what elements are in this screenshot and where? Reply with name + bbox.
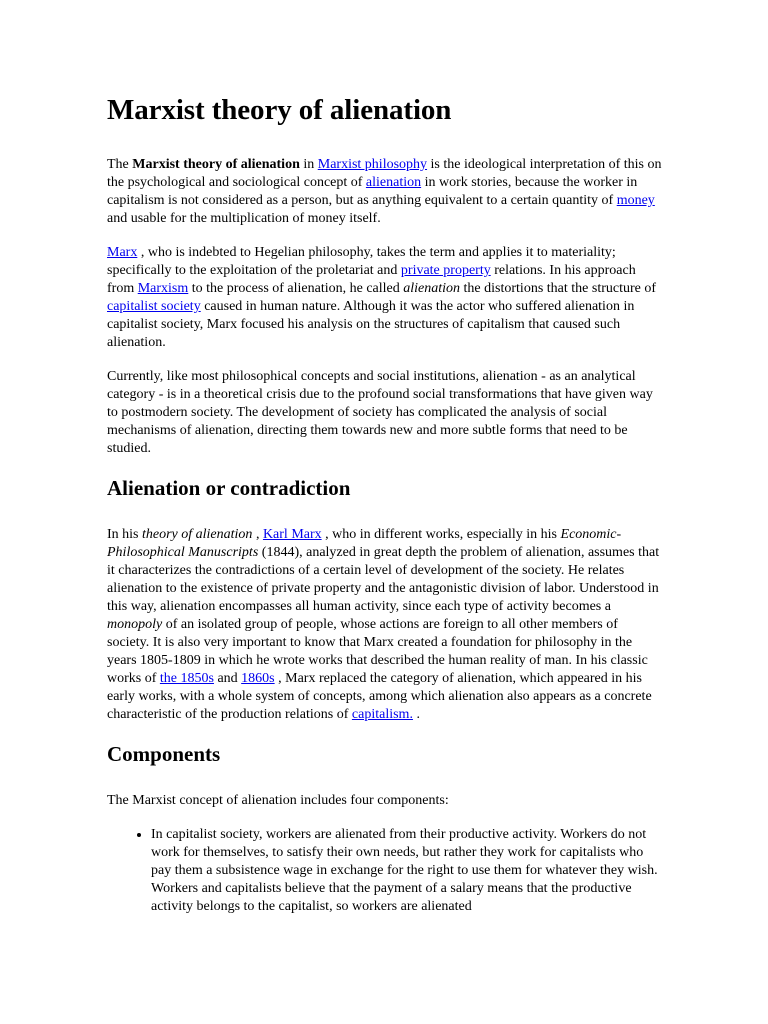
list-item: • In capitalist society, workers are alienated from their productive activity. Workers do not work for themselves, to satisfy their own needs, but rather they work for capitalists who pay them a subsistence wage in exchange for the right to use them for whatever they wish. Workers and capitalists believe that the payment of a salary means that the productive activity belongs to the capitalist, so workers are alienated [151,826,663,916]
intro-paragraph [107,156,663,228]
text-run: the distortions that the structure of [460,281,657,296]
bold-term: Marxist theory of alienation [132,157,300,172]
text-run: and usable for the multiplication of money itself. [107,211,381,226]
link-1860s[interactable]: 1860s [241,671,275,686]
text-run: The [107,157,133,172]
text-run: and [213,671,242,686]
italic-term: theory of alienation [142,527,253,542]
document-page [107,90,663,916]
components-intro: The Marxist concept of alienation includes four components: [107,793,449,808]
italic-term: monopoly [107,617,163,632]
text-run: to the process of alienation, he called [188,281,404,296]
text-run: , who is indebted to Hegelian philosophy, takes the term and applies it to materiality; specifically to the exploitation of the proletariat and [107,245,616,278]
text-run: (1844), analyzed in great depth the problem of alienation, assumes that it characterizes the contradictions of a certain level of development of the society. He relates alienation to the existence of private property and the antagonistic division of labor. Understood in this way, alienation encompasses all human activity, since each type of activity becomes a [107,545,660,614]
link-the-1850s[interactable]: the 1850s [159,671,214,686]
italic-term: alienation [403,281,461,296]
link-capitalist-society[interactable]: capitalist society [107,299,201,314]
text-run: In his [107,527,142,542]
link-marxism[interactable]: Marxism [137,281,189,296]
marx-paragraph [107,244,663,352]
text-run: in work stories, because the worker in capitalism is not considered as a person, but as anything equivalent to a certain quantity of [107,175,638,208]
crisis-paragraph: Currently, like most philosophical concepts and social institutions, alienation - as an analytical category - is in a theoretical crisis due to the profound social transformations that have given way to postmodern society. The development of society has complicated the analysis of social mechanisms of alienation, directing them towards new and more subtle forms that need to be studied. [107,369,653,456]
contradiction-paragraph [107,526,663,724]
text-run: caused in human nature. Although it was the actor who suffered alienation in capitalist society, Marx focused his analysis on the structures of capitalism that caused such alienation. [107,299,635,350]
text-run: , who in different works, especially in his [321,527,561,542]
italic-term: Economic-Philosophical Manuscripts [107,527,622,560]
link-karl-marx[interactable]: Karl Marx [262,527,322,542]
text-run: relations. In his approach from [107,263,636,296]
link-money[interactable]: money [616,193,655,208]
text-run: of an isolated group of people, whose actions are foreign to all other members of society. It is also very important to know that Marx created a foundation for philosophy in the years 1805-1809 in which he wrote works that described the human reality of man. In his classic works of [107,617,648,686]
section-heading-alienation-or-contradiction: Alienation or contradiction [107,476,351,500]
link-private-property[interactable]: private property [400,263,491,278]
text-run: , [252,527,263,542]
components-list [107,826,663,916]
link-marxist-philosophy[interactable]: Marxist philosophy [317,157,428,172]
text-run: , Marx replaced the category of alienation, which appeared in his early works, with a whole system of concepts, among which alienation also appears as a concrete characteristic of the production relations of [107,671,652,722]
text-run: . [412,707,420,722]
text-run: in [299,157,318,172]
text-run: is the ideological interpretation of this on the psychological and sociological concept of [107,157,662,190]
link-marx[interactable]: Marx [107,245,138,260]
link-alienation[interactable]: alienation [365,175,422,190]
link-capitalism[interactable]: capitalism. [351,707,413,722]
page-title: Marxist theory of alienation [107,94,452,126]
section-heading-components: Components [107,742,221,766]
